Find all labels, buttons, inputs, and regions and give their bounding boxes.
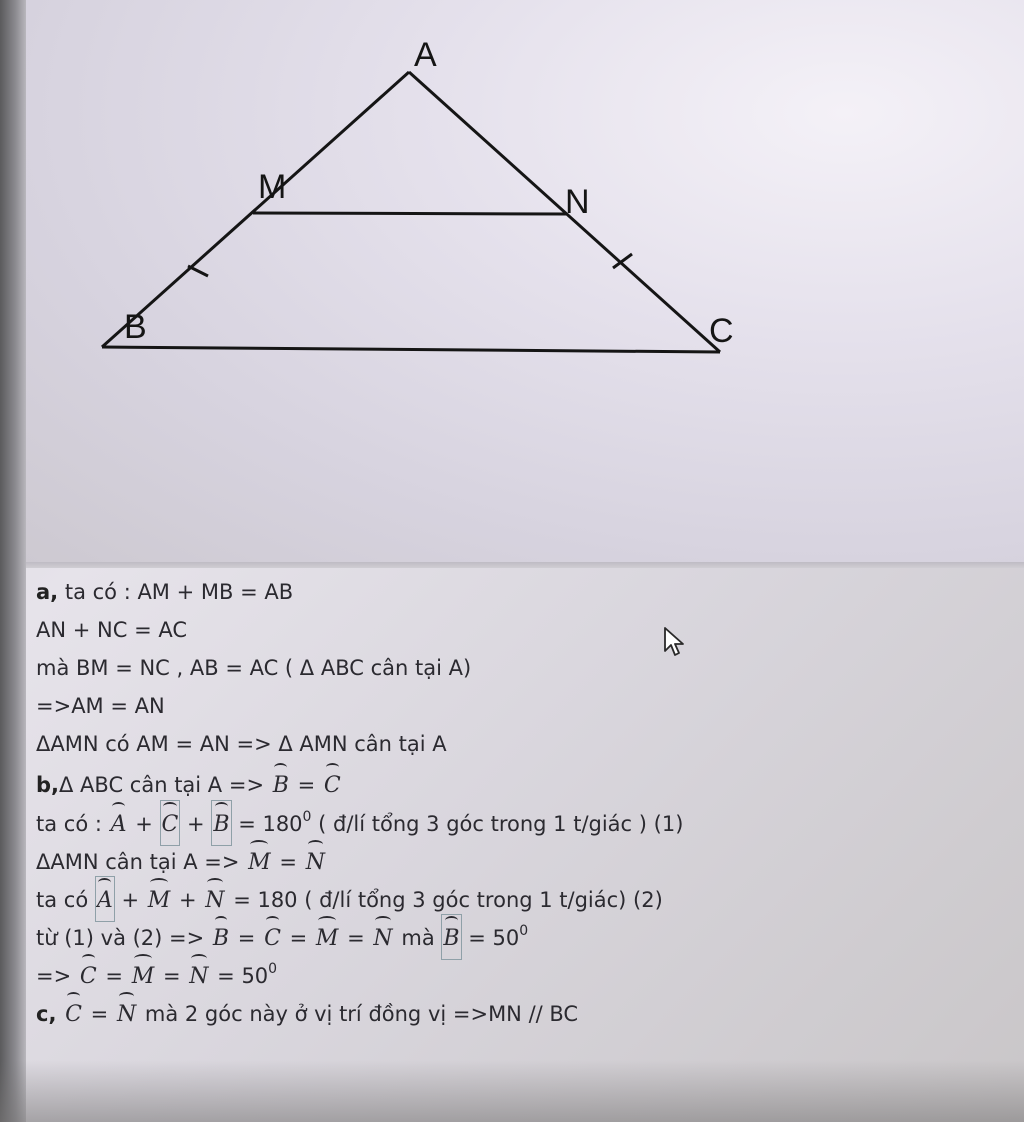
mouse-cursor-icon	[663, 626, 687, 658]
part-b-line-4-note: ( đ/lí tổng 3 góc trong 1 t/giác) (2)	[304, 887, 663, 912]
part-b-line-1: Δ ABC cân tại A =>	[59, 773, 265, 798]
degree-exponent: 0	[302, 808, 312, 825]
equals-sign: =	[279, 849, 297, 874]
equals-sign: =	[237, 925, 256, 950]
angle-b: B	[213, 802, 229, 844]
angle-c: C	[80, 954, 97, 996]
part-b-line-2-eq: = 180	[238, 811, 303, 836]
part-a-line-2: AN + NC = AC	[36, 618, 187, 643]
solution-text	[36, 573, 996, 1030]
plus-sign: +	[178, 887, 197, 912]
part-b-line-2-prefix: ta có :	[36, 811, 102, 836]
vertex-label-n: N	[565, 183, 590, 221]
solution-line	[36, 992, 996, 1030]
angle-c: C	[264, 916, 281, 958]
part-b-line-2-note: ( đ/lí tổng 3 góc trong 1 t/giác ) (1)	[318, 811, 684, 836]
angle-m: M	[148, 878, 171, 920]
part-b-line-5-prefix: từ (1) và (2) =>	[36, 925, 205, 950]
plus-sign: +	[187, 811, 205, 836]
part-b-tag: b,	[36, 773, 60, 798]
photo-shadow	[0, 1060, 1024, 1122]
equals-sign: =	[297, 773, 316, 798]
solution-line	[36, 802, 996, 840]
part-b-line-6-eq: = 50	[217, 963, 269, 988]
equals-sign: =	[347, 925, 365, 950]
equals-sign: =	[90, 1002, 109, 1027]
section-divider	[26, 562, 1024, 568]
equals-sign: =	[105, 963, 124, 988]
part-b-line-6-prefix: =>	[36, 963, 72, 988]
angle-m: M	[248, 840, 271, 882]
solution-line	[36, 954, 996, 992]
part-b-line-5-mid: mà	[401, 925, 435, 950]
equals-sign: =	[289, 925, 308, 950]
solution-line	[36, 916, 996, 954]
angle-b: B	[443, 916, 459, 958]
vertex-label-a: A	[414, 36, 437, 74]
solution-line	[36, 687, 996, 725]
angle-b: B	[273, 763, 289, 805]
part-a-line-3: mà BM = NC , AB = AC ( Δ ABC cân tại A)	[36, 656, 472, 681]
angle-a: A	[111, 802, 127, 844]
angle-n: N	[117, 992, 136, 1034]
degree-exponent: 0	[519, 922, 529, 939]
angle-n: N	[306, 840, 325, 882]
part-c-tag: c,	[36, 1002, 57, 1027]
vertex-label-m: M	[258, 168, 287, 206]
edge-bc	[102, 347, 720, 352]
solution-line	[36, 840, 996, 878]
angle-n: N	[189, 954, 208, 996]
part-a-tag: a,	[36, 580, 59, 604]
angle-m: M	[132, 954, 155, 996]
angle-n: N	[205, 878, 224, 920]
solution-line	[36, 573, 996, 611]
part-b-line-4-eq: = 180	[233, 887, 298, 912]
equals-sign: =	[162, 963, 181, 988]
angle-n: N	[373, 916, 392, 958]
solution-line	[36, 763, 996, 801]
part-a-line-1: ta có : AM + MB = AB	[64, 580, 294, 604]
edge-ab	[102, 72, 409, 347]
angle-c: C	[162, 802, 179, 844]
part-b-line-3: ΔAMN cân tại A =>	[36, 849, 240, 874]
solution-line	[36, 878, 996, 916]
solution-line	[36, 725, 996, 763]
solution-line	[36, 611, 996, 649]
angle-c: C	[65, 992, 82, 1034]
vertex-label-b: B	[124, 308, 147, 346]
part-a-line-4: =>AM = AN	[36, 694, 165, 719]
angle-b: B	[213, 916, 229, 958]
angle-a: A	[97, 878, 113, 920]
plus-sign: +	[135, 811, 153, 836]
angle-m: M	[316, 916, 339, 958]
part-b-line-5-eq: = 50	[468, 925, 520, 950]
part-b-line-4-prefix: ta có	[36, 887, 89, 912]
tick-mark-mb	[188, 266, 208, 276]
part-a-line-5: ΔAMN có AM = AN => Δ AMN cân tại A	[36, 732, 447, 757]
degree-exponent: 0	[268, 960, 278, 977]
solution-line	[36, 649, 996, 687]
part-c-text: mà 2 góc này ở vị trí đồng vị =>MN // BC	[144, 1002, 579, 1027]
plus-sign: +	[121, 887, 140, 912]
angle-c: C	[324, 763, 341, 805]
segment-mn	[253, 213, 566, 214]
vertex-label-c: C	[709, 312, 734, 350]
